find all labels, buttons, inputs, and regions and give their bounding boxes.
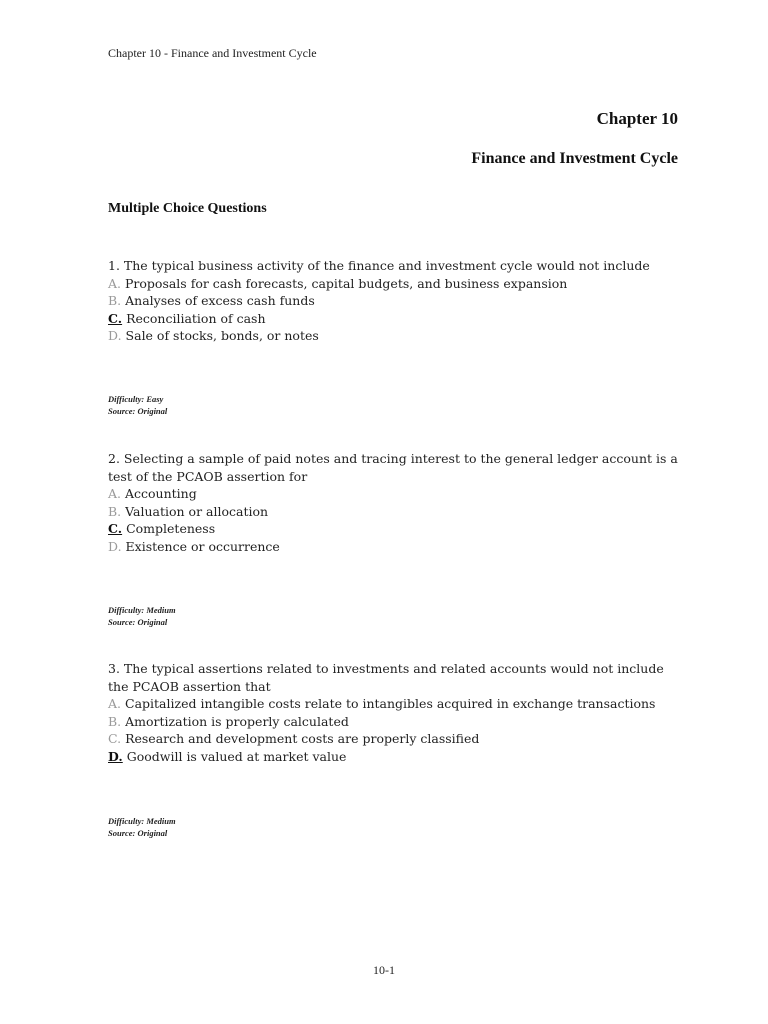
- answer-options: [108, 485, 678, 555]
- question-stem: 2. Selecting a sample of paid notes and tracing interest to the general ledger account is a test of the PCAOB assertion for: [108, 451, 678, 484]
- option-text: Research and development costs are properly classified: [125, 731, 480, 747]
- option-text: Goodwill is valued at market value: [126, 748, 347, 764]
- option-text: Valuation or allocation: [125, 503, 269, 519]
- option-text: Sale of stocks, bonds, or notes: [125, 328, 319, 344]
- running-header: Chapter 10 - Finance and Investment Cycle: [108, 46, 317, 60]
- question-3-meta: [108, 815, 176, 839]
- chapter-title: Finance and Investment Cycle: [471, 150, 678, 167]
- option-letter: A.: [108, 486, 122, 502]
- chapter-number: Chapter 10: [596, 109, 678, 128]
- answer-options: [108, 695, 678, 765]
- difficulty-label: Difficulty: Easy: [108, 394, 164, 404]
- option-text: Reconciliation of cash: [126, 310, 266, 326]
- answer-option-c: [108, 310, 678, 328]
- option-text: Analyses of excess cash funds: [125, 293, 315, 309]
- difficulty-label: Difficulty: Medium: [108, 816, 176, 826]
- answer-option-a: [108, 275, 678, 293]
- question-stem: 3. The typical assertions related to investments and related accounts would not include the PCAOB assertion that: [108, 661, 664, 694]
- answer-option-a: [108, 485, 678, 503]
- option-text: Existence or occurrence: [125, 538, 280, 554]
- option-letter: A.: [108, 275, 122, 291]
- question-2-meta: [108, 604, 176, 628]
- answer-option-b: [108, 292, 678, 310]
- option-letter: B.: [108, 293, 122, 309]
- option-letter: B.: [108, 503, 122, 519]
- answer-option-b: [108, 713, 678, 731]
- option-letter: D.: [108, 538, 122, 554]
- option-letter: B.: [108, 713, 122, 729]
- answer-option-c: [108, 730, 678, 748]
- page-number: 10-1: [373, 963, 395, 977]
- answer-option-b: [108, 503, 678, 521]
- answer-options: [108, 275, 678, 345]
- source-label: Source: Original: [108, 406, 168, 416]
- answer-option-d: [108, 748, 678, 766]
- section-heading: Multiple Choice Questions: [108, 201, 267, 216]
- option-letter: C.: [108, 731, 122, 747]
- answer-option-d: [108, 327, 678, 345]
- option-letter: A.: [108, 696, 122, 712]
- source-label: Source: Original: [108, 617, 168, 627]
- question-1-meta: [108, 393, 167, 417]
- correct-option-letter: C.: [108, 521, 123, 537]
- source-label: Source: Original: [108, 828, 168, 838]
- correct-option-letter: D.: [108, 748, 123, 764]
- option-text: Capitalized intangible costs relate to intangibles acquired in exchange transactions: [125, 696, 656, 712]
- question-3: [108, 660, 678, 766]
- option-letter: D.: [108, 328, 122, 344]
- option-text: Amortization is properly calculated: [125, 713, 349, 729]
- option-text: Completeness: [126, 521, 216, 537]
- question-1: [108, 257, 678, 345]
- answer-option-d: [108, 538, 678, 556]
- answer-option-a: [108, 695, 678, 713]
- question-stem: 1. The typical business activity of the finance and investment cycle would not include: [108, 258, 650, 273]
- difficulty-label: Difficulty: Medium: [108, 605, 176, 615]
- option-text: Proposals for cash forecasts, capital budgets, and business expansion: [125, 275, 568, 291]
- question-2: [108, 450, 678, 556]
- option-text: Accounting: [125, 486, 197, 502]
- correct-option-letter: C.: [108, 310, 123, 326]
- answer-option-c: [108, 520, 678, 538]
